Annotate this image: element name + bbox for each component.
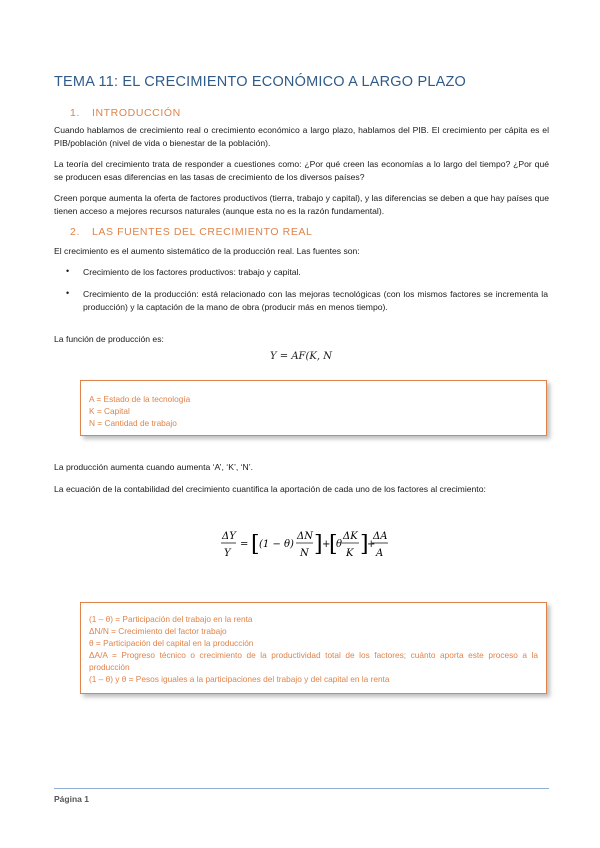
production-function-label: La función de producción es: [54, 334, 164, 344]
svg-text:+: + [322, 539, 331, 550]
svg-text:ΔA: ΔA [373, 531, 388, 542]
svg-text:N: N [300, 548, 309, 559]
definition-line: θ = Participación del capital en la producción [89, 638, 254, 648]
svg-text:[: [ [329, 532, 338, 557]
section-label: INTRODUCCIÓN [91, 107, 181, 119]
svg-text:A: A [376, 548, 384, 559]
svg-text:Y: Y [224, 548, 231, 559]
svg-text:θ: θ [336, 539, 343, 550]
svg-text:=: = [240, 539, 249, 550]
svg-text:]: ] [314, 532, 323, 557]
svg-text:(1 − θ): (1 − θ) [259, 539, 294, 550]
svg-text:ΔK: ΔK [343, 531, 358, 542]
definition-line: A = Estado de la tecnología [89, 394, 191, 404]
sources-paragraph-1: El crecimiento es el aumento sistemático de la producción real. Las fuentes son: [54, 246, 360, 256]
section-heading-fuentes [70, 226, 312, 238]
svg-text:]: ] [360, 532, 369, 557]
growth-accounting-equation [218, 524, 388, 564]
page-number: Página 1 [54, 794, 89, 804]
definition-line: ΔA/A = Progreso técnico o crecimiento de la productividad total de los factores; cuánto aporta este proceso a la producción [89, 650, 538, 672]
bullet-item: Crecimiento de los factores productivos: trabajo y capital. [83, 267, 301, 277]
svg-text:K: K [346, 548, 354, 559]
intro-paragraph-2: La teoría del crecimiento trata de responder a cuestiones como: ¿Por qué creen las economías a lo largo del tiempo? ¿Por qué se producen esas diferencias en las tasas de crecimiento de los diversos países? [54, 159, 549, 182]
section-label: LAS FUENTES DEL CRECIMIENTO REAL [91, 226, 313, 238]
svg-text:[: [ [251, 532, 260, 557]
definitions-box-1 [80, 380, 547, 436]
intro-paragraph-3: Creen porque aumenta la oferta de factores productivos (tierra, trabajo y capital), y las diferencias se deben a que hay países que tienen acceso a mejores recursos naturales (aunque esta no es la razón fundamental). [54, 193, 549, 216]
bullet-item: Crecimiento de la producción: está relacionado con las mejoras tecnológicas (con los mismos factores se incrementa la producción) y la captación de la mano de obra (producir más en menos tiempo). [83, 289, 548, 312]
section-number: 1. [70, 107, 80, 119]
svg-text:+: + [367, 539, 376, 550]
page-title: TEMA 11: EL CRECIMIENTO ECONÓMICO A LARGO PLAZO [54, 74, 467, 90]
svg-text:ΔY: ΔY [222, 531, 236, 542]
definition-line: ΔN/N = Crecimiento del factor trabajo [89, 626, 227, 636]
production-function-formula: Y = AF(K, N [270, 351, 332, 362]
definition-line: K = Capital [89, 406, 130, 416]
bullet-icon: • [66, 288, 70, 298]
definition-line: N = Cantidad de trabajo [89, 418, 177, 428]
sources-paragraph-2: La producción aumenta cuando aumenta ‘A’, ‘K’, ‘N’. [54, 462, 254, 472]
intro-paragraph-1: Cuando hablamos de crecimiento real o crecimiento económico a largo plazo, hablamos del PIB. El crecimiento per cápita es el PIB/población (nivel de vida o bienestar de la población). [54, 125, 549, 148]
footer-divider [54, 788, 549, 789]
definition-line: (1 – θ) = Participación del trabajo en la renta [89, 614, 253, 624]
section-number: 2. [70, 226, 80, 238]
definitions-box-2 [80, 602, 547, 694]
section-heading-introduccion [70, 107, 181, 119]
definition-line: (1 – θ) y θ = Pesos iguales a la participaciones del trabajo y del capital en la renta [89, 674, 390, 684]
bullet-icon: • [66, 266, 70, 276]
sources-paragraph-3: La ecuación de la contabilidad del crecimiento cuantifica la aportación de cada uno de los factores al crecimiento: [54, 484, 486, 494]
svg-text:ΔN: ΔN [297, 531, 313, 542]
